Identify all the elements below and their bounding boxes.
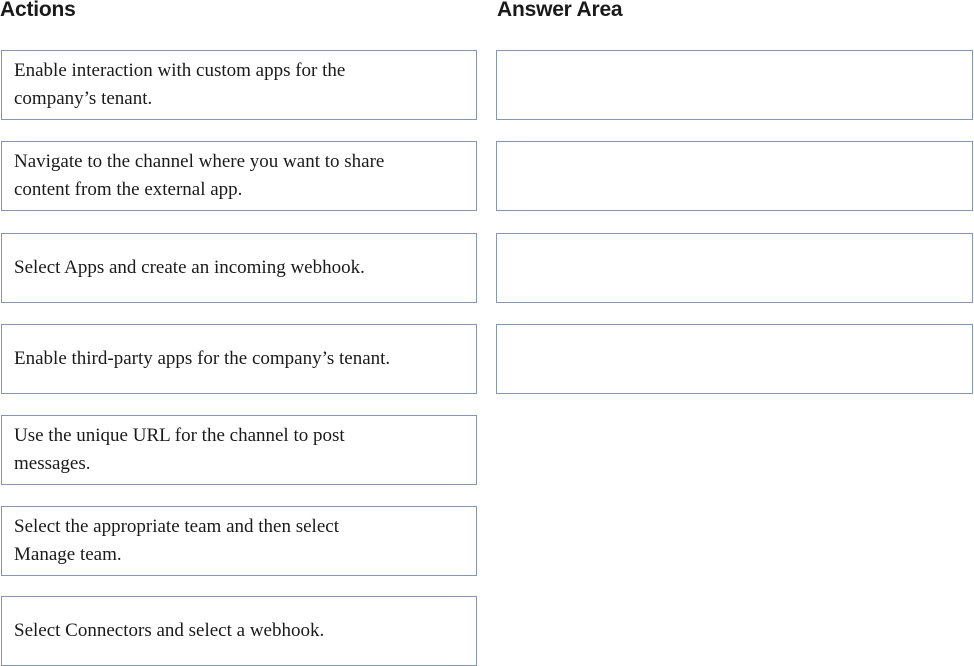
action-item-label: Select the appropriate team and then select Manage team.	[14, 516, 339, 565]
action-item-use-unique-url[interactable]	[1, 415, 477, 485]
action-item-navigate-channel[interactable]	[1, 141, 477, 211]
action-item-label: Enable interaction with custom apps for the company’s tenant.	[14, 60, 346, 109]
action-item-label: Select Apps and create an incoming webhook.	[14, 257, 365, 278]
action-item-select-apps-webhook[interactable]	[1, 233, 477, 303]
actions-heading: Actions	[0, 0, 76, 21]
action-item-enable-custom-apps[interactable]	[1, 50, 477, 120]
answer-slot-4[interactable]	[496, 324, 973, 394]
action-item-label: Navigate to the channel where you want to share content from the external app.	[14, 151, 385, 200]
action-item-enable-third-party-apps[interactable]	[1, 324, 477, 394]
answer-slot-2[interactable]	[496, 141, 973, 211]
action-item-label: Use the unique URL for the channel to post messages.	[14, 425, 345, 474]
action-item-label: Enable third-party apps for the company’s tenant.	[14, 348, 391, 369]
answer-slot-1[interactable]	[496, 50, 973, 120]
action-item-select-connectors[interactable]	[1, 596, 477, 666]
action-item-label: Select Connectors and select a webhook.	[14, 620, 325, 641]
answer-area-heading: Answer Area	[497, 0, 623, 21]
action-item-select-team-manage[interactable]	[1, 506, 477, 576]
answer-slot-3[interactable]	[496, 233, 973, 303]
